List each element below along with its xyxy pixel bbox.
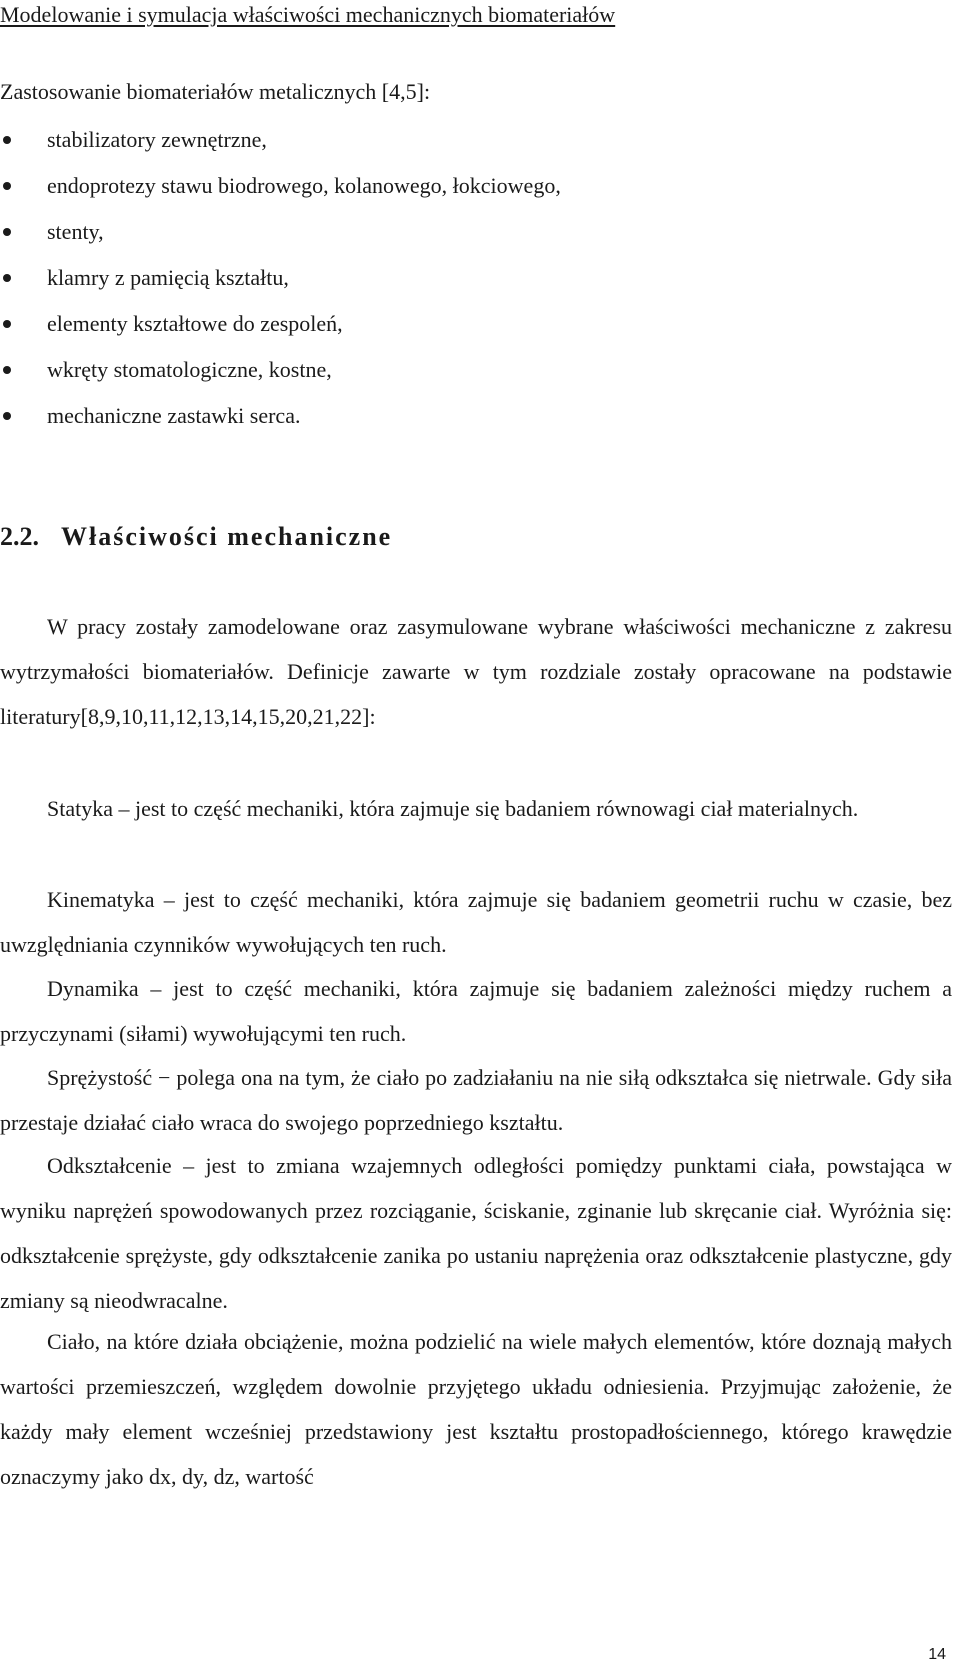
- list-item: [0, 355, 561, 401]
- intro-line: Zastosowanie biomateriałów metalicznych [4,5]:: [0, 79, 431, 104]
- section-number: 2.2.: [0, 522, 39, 551]
- list-item-text: wkręty stomatologiczne, kostne,: [47, 357, 332, 382]
- list-item-text: stenty,: [47, 219, 104, 244]
- paragraph-text: Kinematyka – jest to część mechaniki, która zajmuje się badaniem geometrii ruchu w czasie, bez uwzględniania czynników wywołujących ten ruch.: [0, 887, 952, 957]
- running-header: Modelowanie i symulacja właściwości mechanicznych biomateriałów: [0, 2, 616, 27]
- bullet-icon: [3, 182, 11, 190]
- list-item: [0, 263, 561, 309]
- bullet-icon: [3, 366, 11, 374]
- paragraph-text: Sprężystość − polega ona na tym, że ciało po zadziałaniu na nie siłą odkształca się nietrwale. Gdy siła przestaje działać ciało wraca do swojego poprzedniego kształtu.: [0, 1065, 952, 1135]
- paragraph-intro: [0, 604, 952, 739]
- paragraph-sprezystosc: [0, 1055, 952, 1145]
- list-item: [0, 125, 561, 171]
- page-number: 14: [928, 1646, 946, 1663]
- list-item: [0, 217, 561, 263]
- list-item: [0, 401, 561, 447]
- paragraph-text: Dynamika – jest to część mechaniki, która zajmuje się badaniem zależności między ruchem a przyczynami (siłami) wywołującymi ten ruch.: [0, 976, 952, 1046]
- list-item-text: elementy kształtowe do zespoleń,: [47, 311, 343, 336]
- paragraph-text: Ciało, na które działa obciążenie, można podzielić na wiele małych elementów, które doznają małych wartości przemieszczeń, względem dowolnie przyjętego układu odniesienia. Przyjmując założenie, że każdy mały element wcześniej przedstawiony jest kształtu prostopadłościennego, którego krawędzie oznaczymy jako dx, dy, dz, wartość: [0, 1329, 952, 1489]
- list-item-text: klamry z pamięcią kształtu,: [47, 265, 289, 290]
- section-heading: [0, 520, 392, 554]
- bullet-icon: [3, 320, 11, 328]
- list-item-text: mechaniczne zastawki serca.: [47, 403, 301, 428]
- bullet-icon: [3, 228, 11, 236]
- list-item: [0, 171, 561, 217]
- paragraph-dynamika: [0, 966, 952, 1056]
- paragraph-text: W pracy zostały zamodelowane oraz zasymulowane wybrane właściwości mechaniczne z zakresu wytrzymałości biomateriałów. Definicje zawarte w tym rozdziale zostały opracowane na podstawie literatury[8,9,10,11,12,13,14,15,20,21,22]:: [0, 614, 952, 729]
- paragraph-cialo: [0, 1319, 952, 1499]
- paragraph-statyka: [0, 786, 952, 831]
- paragraph-text: Statyka – jest to część mechaniki, która zajmuje się badaniem równowagi ciał materialnych.: [47, 796, 859, 821]
- bullet-icon: [3, 136, 11, 144]
- list-item: [0, 309, 561, 355]
- list-item-text: endoprotezy stawu biodrowego, kolanowego, łokciowego,: [47, 173, 561, 198]
- bullet-icon: [3, 412, 11, 420]
- bullet-icon: [3, 274, 11, 282]
- application-list: [0, 125, 561, 447]
- paragraph-kinematyka: [0, 877, 952, 967]
- list-item-text: stabilizatory zewnętrzne,: [47, 127, 267, 152]
- section-title: Właściwości mechaniczne: [61, 522, 393, 551]
- paragraph-odksztalcenie: [0, 1143, 952, 1323]
- paragraph-text: Odkształcenie – jest to zmiana wzajemnych odległości pomiędzy punktami ciała, powstająca w wyniku naprężeń spowodowanych przez rozciąganie, ściskanie, zginanie lub skręcanie ciał. Wyróżnia się: odkształcenie sprężyste, gdy odkształcenie zanika po ustaniu naprężenia oraz odkształcenie plastyczne, gdy zmiany są nieodwracalne.: [0, 1153, 952, 1313]
